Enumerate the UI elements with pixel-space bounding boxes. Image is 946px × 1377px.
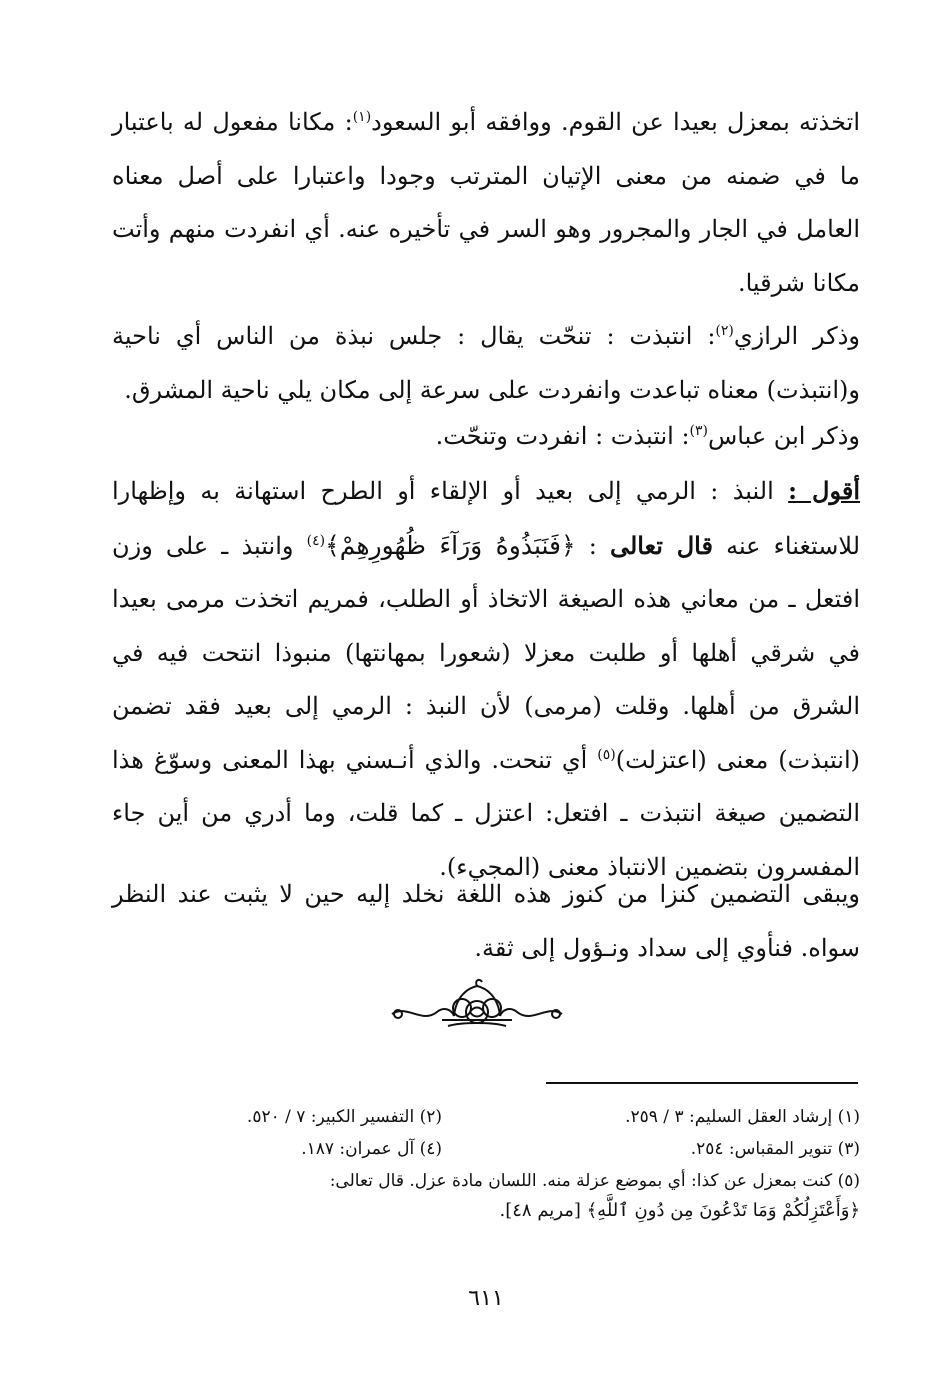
footnote-5-line-1: (٥) كنت بمعزل عن كذا: أي بموضع عزلة منه. اللسان مادة عزل. قال تعالى: bbox=[329, 1171, 860, 1191]
paragraph-1-text-a: اتخذته بمعزل بعيدا عن القوم. ووافقه أبو السعود bbox=[371, 108, 860, 136]
footnote-ref-3[interactable]: (٣) bbox=[689, 423, 708, 439]
paragraph-4-text-b: : bbox=[575, 531, 610, 560]
paragraph-2 bbox=[112, 310, 860, 417]
paragraph-4-text-d: أي تنحت. والذي أنـسني بهذا المعنى وسوّغ هذا التضمين صيغة انتبذت ـ افتعل: اعتزل ـ كما قلت، وما أدري من أين جاء المفسرون بتضمين الانتباذ معنى (المجيء). bbox=[112, 745, 860, 881]
footnote-ref-2[interactable]: (٢) bbox=[715, 323, 734, 339]
footnote-5-line-2: ﴿وَأَعْتَزِلُكُمْ وَمَا تَدْعُونَ مِن دُونِ ٱللَّهِ﴾ [مريم ٤٨]. bbox=[499, 1200, 860, 1221]
paragraph-3 bbox=[112, 410, 860, 464]
footnote-4: (٤) آل عمران: ١٨٧. bbox=[301, 1139, 442, 1159]
paragraph-1-text-b: : مكانا مفعول له باعتبار ما في ضمنه من معنى الإتيان المترتب وجودا واعتبارا على أصل معناه العامل في الجار والمجرور وهو السر في تأخيره عنه. أي انفردت منهم وأتت مكانا شرقيا. bbox=[112, 108, 860, 297]
page-number: ٦١١ bbox=[468, 1286, 504, 1311]
footnote-ref-5[interactable]: (٥) bbox=[597, 746, 616, 763]
paragraph-4-text-a: النبذ : الرمي إلى بعيد أو الإلقاء أو الطرح استهانة به وإظهارا للاستغناء عنه bbox=[112, 477, 861, 560]
paragraph-3-text-a: وذكر ابن عباس bbox=[708, 422, 860, 450]
paragraph-4-text-c: وانتبذ ـ على وزن افتعل ـ من معاني هذه الصيغة الاتخاذ أو الطلب، فمريم اتخذت مرمى بعيدا في شرقي أهلها أو طلبت معزلا (شعورا بمهانتها) منبوذا انتحت فيه في الشرق من أهلها. وقلت (مرمى) لأن النبذ : الرمي إلى بعيد فقد تضمن (انتبذت) معنى (اعتزلت) bbox=[112, 531, 860, 774]
footnote-ref-4[interactable]: (٤) bbox=[306, 532, 326, 549]
footnote-1: (١) إرشاد العقل السليم: ٣ / ٢٥٩. bbox=[625, 1107, 860, 1127]
paragraph-5-text: ويبقى التضمين كنزا من كنوز هذه اللغة نخلد إليه حين لا يثبت عند النظر سواه. فنأوي إلى سداد ونـؤول إلى ثقة. bbox=[112, 880, 860, 962]
paragraph-3-text-b: : انتبذت : انفردت وتنحّت. bbox=[435, 422, 690, 450]
floral-ornament-icon bbox=[382, 976, 572, 1036]
aqul-label: أقول : bbox=[788, 476, 860, 505]
paragraph-2-text-b: : انتبذت : تنحّت يقال : جلس نبذة من الناس أي ناحية و(انتبذت) معناه تباعدت وانفردت على سرعة إلى مكان يلي ناحية المشرق. bbox=[112, 322, 860, 404]
paragraph-5 bbox=[112, 868, 860, 975]
footnote-separator bbox=[546, 1082, 858, 1084]
paragraph-2-text-a: وذكر الرازي bbox=[733, 322, 860, 350]
paragraph-4 bbox=[112, 464, 860, 894]
footnote-3: (٣) تنوير المقباس: ٢٥٤. bbox=[690, 1139, 860, 1159]
paragraph-1 bbox=[112, 96, 860, 310]
footnote-ref-1[interactable]: (١) bbox=[352, 109, 372, 125]
qala-taala-label: قال تعالى bbox=[609, 530, 713, 560]
quran-verse: ﴿فَنَبَذُوهُ وَرَآءَ ظُهُورِهِمْ﴾ bbox=[325, 530, 576, 560]
footnote-2: (٢) التفسير الكبير: ٧ / ٥٢٠. bbox=[246, 1107, 442, 1127]
page-body bbox=[112, 96, 860, 1336]
